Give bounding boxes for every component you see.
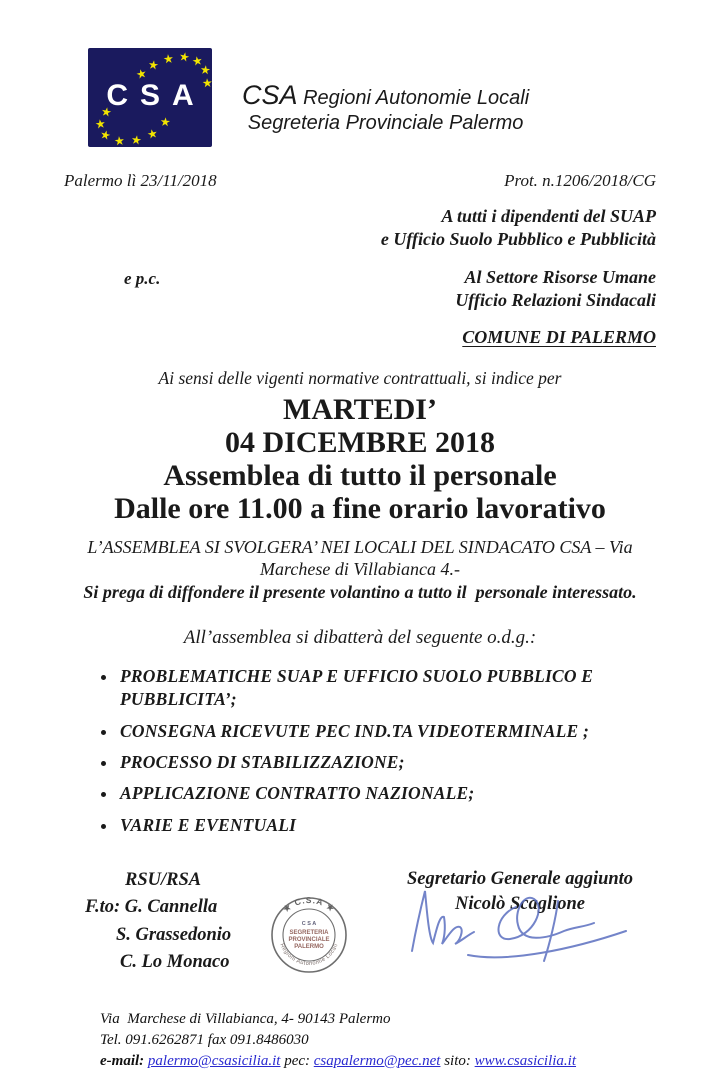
signature-name: S. Grassedonio: [116, 924, 232, 945]
location-line: Marchese di Villabianca 4.-: [260, 558, 460, 579]
round-stamp-icon: [268, 889, 350, 977]
org-acronym: CSA: [242, 80, 298, 110]
location-line: L’ASSEMBLEA SI SVOLGERA’ NEI LOCALI DEL SINDACATO CSA – Via: [87, 537, 633, 557]
agenda-item: • PROCESSO DI STABILIZZAZIONE;: [118, 751, 638, 774]
headline-day: MARTEDI’: [283, 393, 437, 426]
signature-left-block: [85, 867, 231, 977]
site-link[interactable]: www.csasicilia.it: [474, 1052, 577, 1069]
footer-phone: Tel. 091.6262871 fax 091.8486030: [100, 1031, 309, 1048]
star-icon: ★: [190, 53, 204, 69]
star-icon: ★: [98, 126, 113, 144]
signature-right-name: Nicolò Scaglione: [454, 893, 585, 914]
star-icon: ★: [147, 57, 160, 73]
distribution-note: Si prega di diffondere il presente volantino a tutto il personale interessato.: [83, 582, 637, 603]
svg-text:★ C.S.A ★: [281, 895, 338, 914]
signature-name: C. Lo Monaco: [120, 951, 230, 972]
place-date: Palermo lì 23/11/2018: [64, 171, 217, 190]
org-name-line: [242, 80, 529, 111]
letterhead: [0, 0, 720, 147]
stamp-center-line: PALERMO: [294, 943, 324, 950]
footer-links-line: [100, 1051, 720, 1072]
star-icon: ★: [162, 51, 175, 67]
email-label: e-mail:: [100, 1052, 145, 1069]
site-label: sito:: [444, 1052, 471, 1069]
star-icon: ★: [130, 132, 143, 148]
recipients-cc: [0, 266, 720, 311]
agenda-list: [118, 665, 638, 837]
recipient-line: e Ufficio Suolo Pubblico e Pubblicità: [380, 228, 656, 249]
csa-logo-text: CSA: [106, 79, 206, 112]
pec-link[interactable]: csapalermo@pec.net: [313, 1052, 441, 1069]
stamp-mini-logo: C S A: [301, 920, 317, 927]
cc-line: Al Settore Risorse Umane: [464, 267, 656, 287]
meta-row: [0, 171, 720, 191]
agenda-intro: All’assemblea si dibatterà del seguente o.d.g.:: [183, 627, 537, 649]
recipient-line: A tutti i dipendenti del SUAP: [441, 206, 656, 226]
signature-section: [0, 863, 720, 987]
assembly-location: [0, 537, 720, 580]
stamp-bottom-text: Regioni Autonomie Locali: [278, 942, 340, 967]
star-icon: ★: [199, 62, 212, 78]
org-name-rest: Regioni Autonomie Locali: [297, 87, 530, 109]
star-icon: ★: [145, 126, 160, 142]
stamp-center-line: SEGRETERIA: [289, 929, 329, 936]
announcement-intro: Ai sensi delle vigenti normative contrattuali, si indice per: [158, 368, 562, 388]
footer-address: Via Marchese di Villabianca, 4- 90143 Palermo: [100, 1010, 391, 1027]
csa-logo: [88, 48, 212, 147]
announcement-headline: [0, 393, 720, 525]
pec-label: pec:: [284, 1052, 311, 1069]
star-icon: ★: [201, 75, 214, 91]
star-icon: ★: [113, 133, 126, 149]
stamp-top-text: ★ C.S.A ★: [280, 894, 338, 914]
star-icon: ★: [159, 114, 172, 130]
star-icon: ★: [99, 104, 113, 120]
recipients-to: [0, 205, 720, 250]
agenda-item: • PROBLEMATICHE SUAP E UFFICIO SUOLO PUBBLICO E PUBBLICITA’;: [118, 665, 638, 712]
email-link[interactable]: palermo@csasicilia.it: [147, 1052, 281, 1069]
org-subtitle: Segreteria Provinciale Palermo: [247, 112, 524, 134]
star-icon: ★: [177, 49, 192, 65]
star-icon: ★: [134, 65, 149, 83]
star-icon: ★: [94, 116, 107, 132]
org-title-block: [242, 80, 529, 135]
cc-label: e p.c.: [124, 269, 161, 288]
protocol-number: Prot. n.1206/2018/CG: [504, 171, 656, 190]
footer-contact: [100, 1009, 720, 1072]
agenda-item: • CONSEGNA RICEVUTE PEC IND.TA VIDEOTERMINALE ;: [118, 720, 638, 743]
agenda-item: • VARIE E EVENTUALI: [118, 814, 638, 837]
signature-right-title: Segretario Generale aggiunto: [406, 868, 634, 889]
headline-date: 04 DICEMBRE 2018: [224, 426, 495, 459]
signature-right-block: [392, 867, 648, 917]
agenda-item: • APPLICAZIONE CONTRATTO NAZIONALE;: [118, 782, 638, 805]
signature-left-title: RSU/RSA: [125, 869, 202, 890]
headline-time: Dalle ore 11.00 a fine orario lavorativo: [114, 492, 606, 525]
cc-line: Ufficio Relazioni Sindacali: [455, 289, 656, 310]
headline-event: Assemblea di tutto il personale: [163, 459, 557, 492]
stamp-center-line: PROVINCIALE: [288, 936, 330, 943]
recipient-organization: COMUNE DI PALERMO: [462, 327, 656, 347]
signature-name: F.to: G. Cannella: [85, 897, 218, 918]
